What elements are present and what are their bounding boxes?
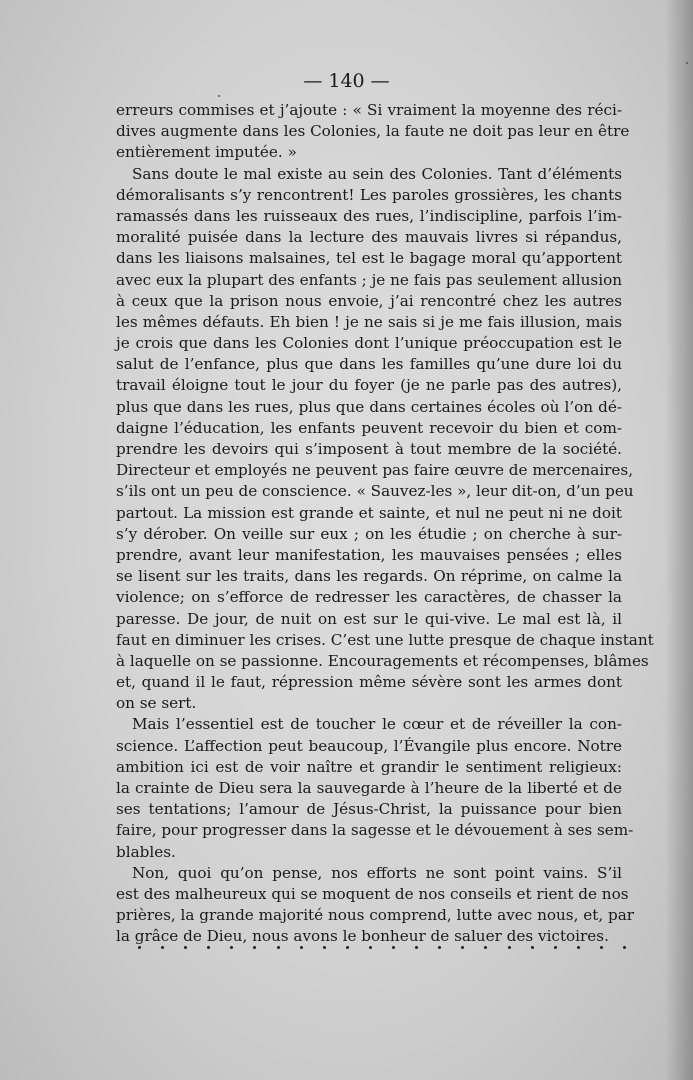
separator-dot	[184, 946, 187, 949]
text-line: dives augmente dans les Colonies, la faute ne doit pas leur en être	[116, 122, 630, 141]
separator-dot	[346, 946, 349, 949]
text-line: ses tentations; l’amour de Jésus-Christ, la puissance pour bien	[116, 800, 622, 819]
separator-dot	[438, 946, 441, 949]
separator-dot	[623, 946, 626, 949]
text-line: est des malheureux qui se moquent de nos conseils et rient de nos	[116, 884, 629, 903]
text-line: partout. La mission est grande et sainte, et nul ne peut ni ne doit	[116, 503, 622, 522]
text-line: salut de l’enfance, plus que dans les familles qu’une dure loi du	[116, 355, 622, 374]
text-line: moralité puisée dans la lecture des mauvais livres si répandus,	[116, 228, 622, 247]
separator-dot	[253, 946, 256, 949]
text-line: et, quand il le faut, répression même sévère sont les armes dont	[116, 673, 622, 692]
text-line: s’ils ont un peu de conscience. « Sauvez-les », leur dit-on, d’un peu	[116, 482, 634, 501]
scan-speck	[218, 95, 220, 97]
text-line: ambition ici est de voir naître et grandir le sentiment religieux:	[116, 757, 622, 776]
text-line: ramassés dans les ruisseaux des rues, l’indiscipline, parfois l’im-	[116, 206, 622, 225]
text-line: entièrement imputée. »	[116, 143, 297, 162]
text-line: paresse. De jour, de nuit on est sur le qui-vive. Le mal est là, il	[116, 609, 622, 628]
text-line: prendre les devoirs qui s’imposent à tout membre de la société.	[116, 440, 622, 458]
separator-dot	[600, 946, 603, 949]
text-line: avec eux la plupart des enfants ; je ne fais pas seulement allusion	[116, 270, 622, 289]
separator-dot	[554, 946, 557, 949]
text-line: prières, la grande majorité nous comprend, lutte avec nous, et, par	[116, 906, 635, 925]
text-line: je crois que dans les Colonies dont l’unique préoccupation est le	[116, 334, 622, 353]
text-line: erreurs commises et j’ajoute : « Si vraiment la moyenne des réci-	[116, 101, 622, 119]
text-line: la grâce de Dieu, nous avons le bonheur de saluer des victoires.	[116, 927, 609, 946]
text-line: se lisent sur les traits, dans les regards. On réprime, on calme la	[116, 567, 622, 586]
separator-dot	[508, 946, 511, 949]
text-line: Sans doute le mal existe au sein des Colonies. Tant d’éléments	[132, 164, 622, 183]
separator-dot	[161, 946, 164, 949]
separator-dot	[392, 946, 395, 949]
text-line: prendre, avant leur manifestation, les mauvaises pensées ; elles	[116, 545, 622, 564]
text-line: Non, quoi qu’on pense, nos efforts ne sont point vains. S’il	[132, 863, 622, 882]
text-line: travail éloigne tout le jour du foyer (je ne parle pas des autres),	[116, 376, 622, 395]
text-line: daigne l’éducation, les enfants peuvent recevoir du bien et com-	[116, 418, 622, 437]
scan-speck	[686, 62, 688, 64]
text-line: dans les liaisons malsaines, tel est le bagage moral qu’apportent	[116, 249, 622, 268]
separator-dot	[277, 946, 280, 949]
separator-dot	[484, 946, 487, 949]
text-line: les mêmes défauts. Eh bien ! je ne sais si je me fais illusion, mais	[116, 312, 622, 331]
separator-dot	[138, 946, 141, 949]
text-line: à laquelle on se passionne. Encouragements et récompenses, blâmes	[116, 651, 649, 670]
text-line: faut en diminuer les crises. C’est une lutte presque de chaque instant	[116, 630, 654, 649]
text-line: faire, pour progresser dans la sagesse et le dévouement à ses sem-	[116, 821, 634, 840]
separator-dot	[323, 946, 326, 949]
separator-dots	[138, 946, 626, 949]
text-line: blables.	[116, 842, 176, 861]
text-line: Directeur et employés ne peuvent pas faire œuvre de mercenaires,	[116, 461, 634, 480]
separator-dot	[577, 946, 580, 949]
separator-dot	[369, 946, 372, 949]
page-edge-shadow	[665, 0, 693, 1080]
text-line: s’y dérober. On veille sur eux ; on les étudie ; on cherche à sur-	[116, 524, 622, 543]
paragraph	[116, 714, 634, 862]
separator-dot	[415, 946, 418, 949]
text-line: à ceux que la prison nous envoie, j’ai rencontré chez les autres	[116, 291, 622, 310]
text-line: la crainte de Dieu sera la sauvegarde à l’heure de la liberté et de	[116, 779, 622, 797]
paragraph	[116, 100, 630, 164]
text-line: science. L’affection peut beaucoup, l’Évangile plus encore. Notre	[116, 736, 622, 755]
page-number: — 140 —	[303, 70, 390, 92]
text-line: Mais l’essentiel est de toucher le cœur et de réveiller la con-	[132, 715, 622, 734]
separator-dot	[300, 946, 303, 949]
text-line: on se sert.	[116, 694, 197, 713]
separator-dot	[230, 946, 233, 949]
separator-dot	[461, 946, 464, 949]
paragraph	[116, 164, 654, 715]
separator-dot	[531, 946, 534, 949]
text-line: plus que dans les rues, plus que dans certaines écoles où l’on dé-	[116, 397, 622, 416]
separator-dot	[207, 946, 210, 949]
text-line: violence; on s’efforce de redresser les caractères, de chasser la	[116, 588, 622, 607]
text-line: démoralisants s’y rencontrent! Les paroles grossières, les chants	[116, 185, 622, 204]
body-text	[116, 100, 654, 948]
paragraph	[116, 863, 635, 948]
